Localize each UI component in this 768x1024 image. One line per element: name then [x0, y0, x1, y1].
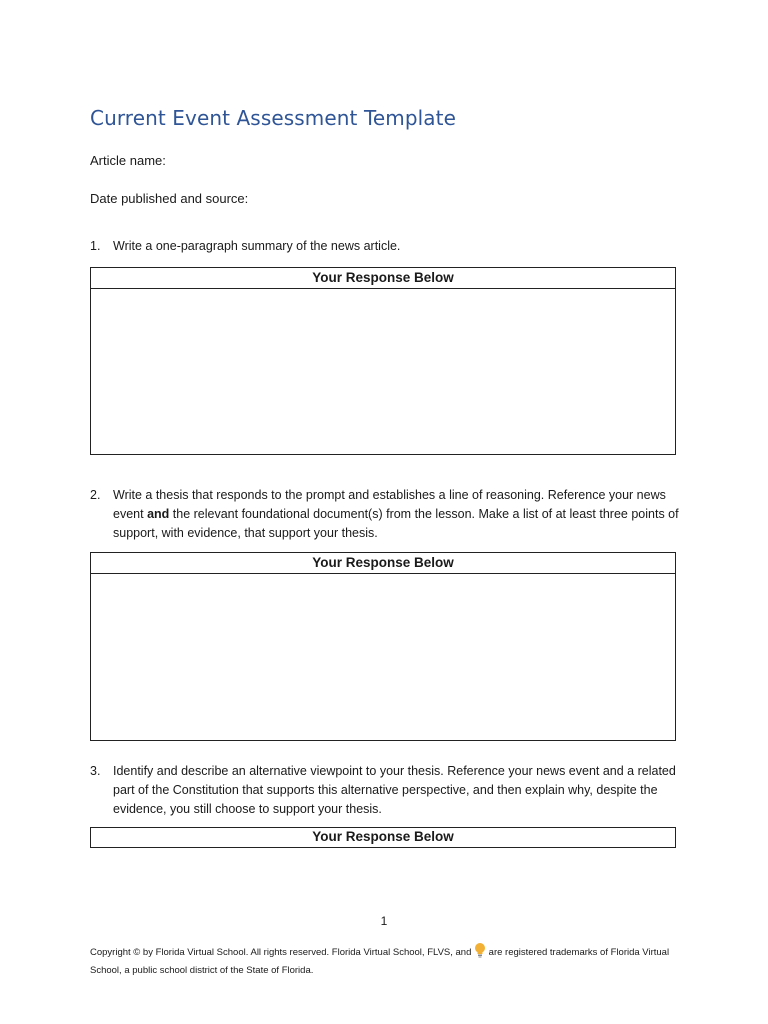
response-header: Your Response Below [91, 553, 675, 574]
question-text: Write a thesis that responds to the prompt and establishes a line of reasoning. Reference your news event and the relevant foundational document(s) from the lesson. Make a list of at least three points of support, with evidence, that support your thesis. [113, 488, 679, 540]
article-name-label: Article name: [90, 153, 166, 168]
response-box-1[interactable] [90, 267, 676, 455]
date-source-label: Date published and source: [90, 191, 249, 206]
question-3 [90, 762, 680, 819]
question-text: Identify and describe an alternative viewpoint to your thesis. Reference your news event and a related part of the Constitution that supports this alternative perspective, and then explain why, despite the evidence, you still choose to support your thesis. [113, 764, 676, 816]
emphasis-and: and [147, 507, 170, 521]
question-number: 3. [90, 764, 101, 778]
flvs-lightbulb-icon [474, 942, 486, 958]
document-title: Current Event Assessment Template [90, 106, 457, 130]
copyright-footer: Copyright © by Florida Virtual School. All rights reserved. Florida Virtual School, FLVS, and are registered trademarks of Florida Virtual School, a public school district of the State of Florida. [90, 942, 690, 980]
response-header: Your Response Below [91, 268, 675, 289]
response-box-3[interactable] [90, 827, 676, 848]
page-number: 1 [380, 914, 388, 928]
question-2 [90, 486, 680, 543]
response-header: Your Response Below [312, 829, 454, 844]
question-text: Write a one-paragraph summary of the news article. [113, 239, 401, 253]
question-number: 1. [90, 239, 101, 253]
question-1 [90, 237, 680, 256]
question-number: 2. [90, 488, 101, 502]
response-box-2[interactable] [90, 552, 676, 741]
